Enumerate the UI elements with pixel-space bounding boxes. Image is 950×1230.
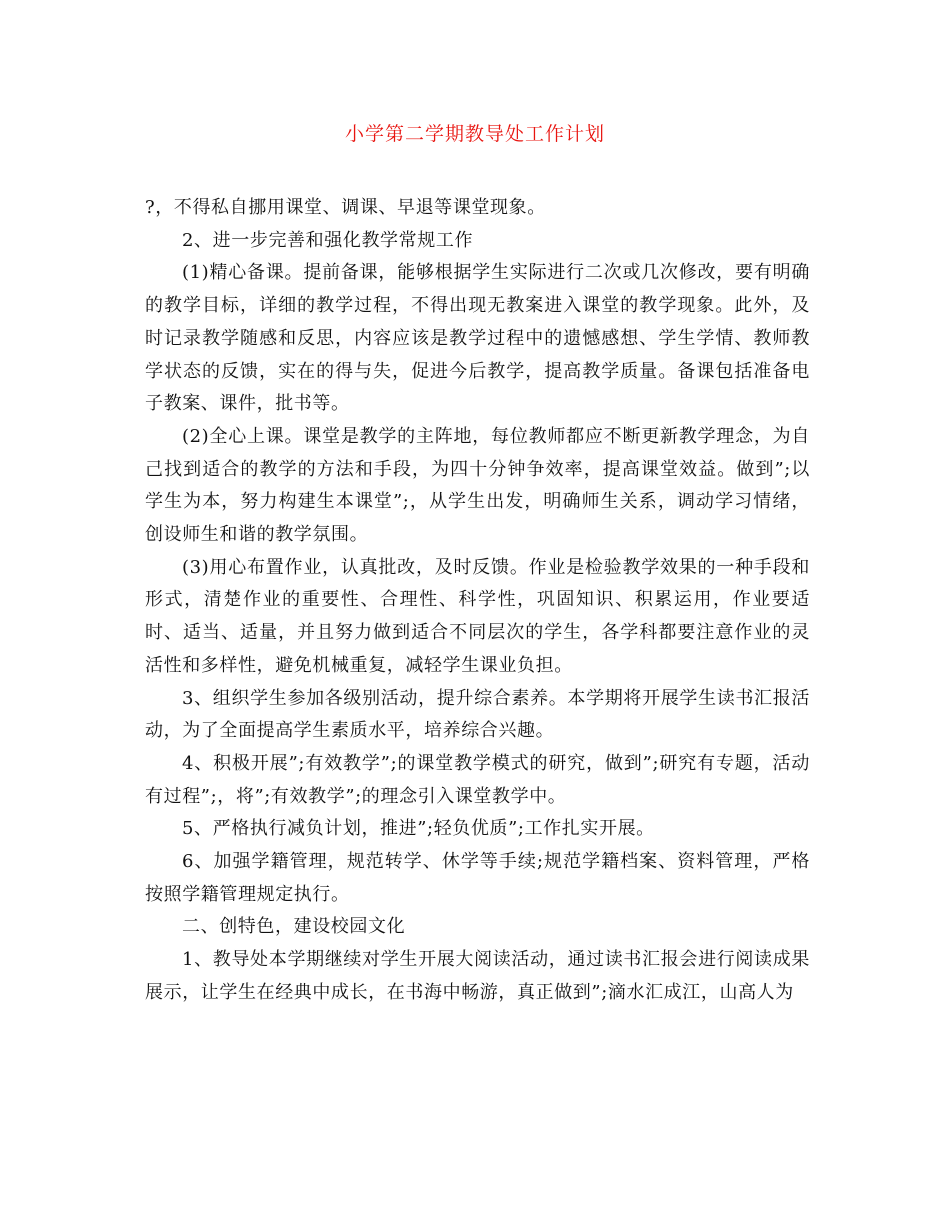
paragraph-student-activities: 3、组织学生参加各级别活动，提升综合素养。本学期将开展学生读书汇报活动，为了全面提高学生素质水平，培养综合兴趣。 bbox=[145, 687, 810, 742]
paragraph-section-two-heading: 二、创特色，建设校园文化 bbox=[182, 916, 406, 938]
paragraph-reading-activity: 1、教导处本学期继续对学生开展大阅读活动，通过读书汇报会进行阅读成果展示，让学生在经典中成长，在书海中畅游，真正做到”;滴水汇成江，山高人为 bbox=[145, 949, 810, 1003]
paragraph-lesson-preparation: (1)精心备课。提前备课，能够根据学生实际进行二次或几次修改，要有明确的教学目标，详细的教学过程，不得出现无教案进入课堂的教学现象。此外，及时记录教学随感和反思，内容应该是教学过程中的遗憾感想、学生学情、教师教学状态的反馈，实在的得与失，促进今后教学，提高教学质量。备课包括准备电子教案、课件，批书等。 bbox=[145, 262, 810, 415]
paragraph-section-2-heading: 2、进一步完善和强化教学常规工作 bbox=[182, 229, 474, 251]
paragraph-student-records: 6、加强学籍管理，规范转学、休学等手续;规范学籍档案、资料管理，严格按照学籍管理规定执行。 bbox=[145, 851, 810, 905]
document-title: 小学第二学期教导处工作计划 bbox=[344, 123, 605, 145]
paragraph-effective-teaching: 4、积极开展”;有效教学”;的课堂教学模式的研究，做到”;研究有专题，活动有过程”;，将”;有效教学”;的理念引入课堂教学中。 bbox=[145, 752, 810, 807]
paragraph-burden-reduction: 5、严格执行减负计划，推进”;轻负优质”;工作扎实开展。 bbox=[182, 818, 655, 840]
paragraph-homework: (3)用心布置作业，认真批改，及时反馈。作业是检验教学效果的一种手段和形式，清楚作业的重要性、合理性、科学性，巩固知识、积累运用，作业要适时、适当、适量，并且努力做到适合不同层次的学生，各学科都要注意作业的灵活性和多样性，避免机械重复，减轻学生课业负担。 bbox=[145, 556, 810, 676]
document-body bbox=[145, 192, 810, 1010]
paragraph-continuation: ?，不得私自挪用课堂、调课、早退等课堂现象。 bbox=[145, 197, 546, 218]
paragraph-classroom-teaching: (2)全心上课。课堂是教学的主阵地，每位教师都应不断更新教学理念，为自己找到适合的教学的方法和手段，为四十分钟争效率，提高课堂效益。做到”;以学生为本，努力构建生本课堂”;，从学生出发，明确师生关系，调动学习情绪，创设师生和谐的教学氛围。 bbox=[145, 425, 810, 546]
